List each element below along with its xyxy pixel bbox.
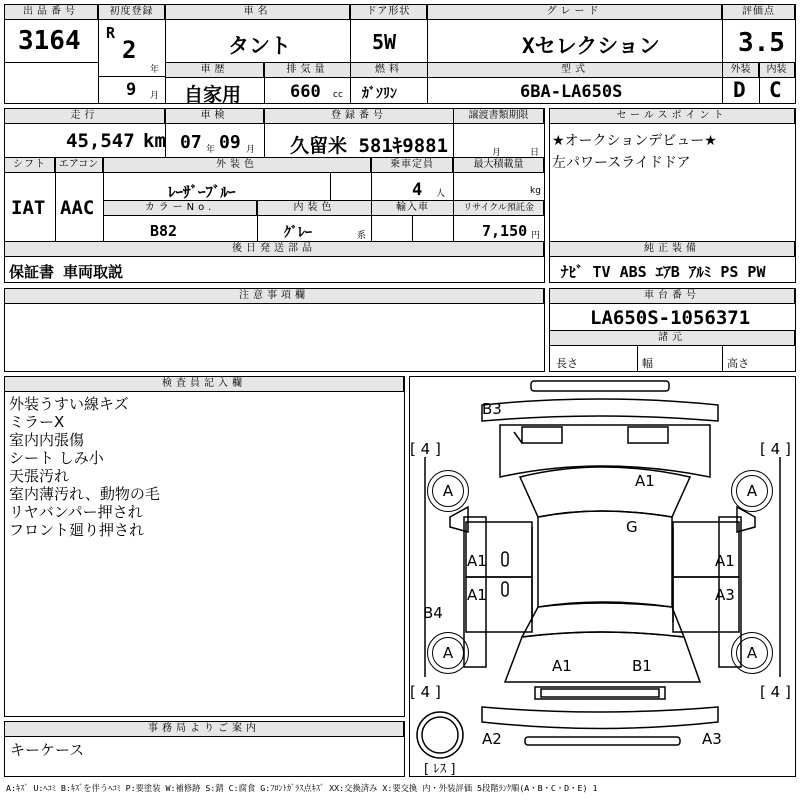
grade-value: Xセレクション <box>522 34 660 58</box>
car-name: タント <box>228 34 291 58</box>
equipment-value: ﾅﾋﾞ TV ABS ｴｱB ｱﾙﾐ PS PW <box>561 263 766 281</box>
ext-label: 外装 <box>723 63 759 78</box>
shift-value: IAT <box>11 197 46 219</box>
history-value: 自家用 <box>184 84 242 106</box>
model-value: 6BA-LA650S <box>520 82 623 102</box>
diagram-rear-door-r: A3 <box>715 586 735 604</box>
tire-fl <box>427 470 469 512</box>
color-value: ﾚｰｻﾞｰﾌﾞﾙｰ <box>168 183 236 201</box>
km-unit: km <box>143 130 166 152</box>
inspector-note-7: リヤバンパー押され <box>9 503 143 521</box>
reg-era: R <box>106 24 116 42</box>
reg-label: 初度登録 <box>99 5 165 20</box>
shift-label: シフト <box>5 158 55 173</box>
sales-line-1: ★オークションデビュー★ <box>552 133 717 149</box>
diagram-tread-fl: [ 4 ] <box>410 440 441 458</box>
equipment-label: 純正装備 <box>550 242 795 257</box>
interior-unit: 系 <box>357 231 367 241</box>
ext-grade: D <box>733 78 746 102</box>
displacement-label: 排気量 <box>265 63 351 78</box>
plate-label: 登録番号 <box>265 109 454 124</box>
int-label: 内装 <box>759 63 795 78</box>
diagram-b4: B4 <box>423 604 443 622</box>
mileage-value: 45,547 <box>66 130 135 152</box>
inspector-label: 検査員記入欄 <box>5 377 404 392</box>
caution-label: 注意事項欄 <box>5 289 544 304</box>
later-parts-value: 保証書 車両取説 <box>9 263 124 281</box>
door-type: 5W <box>372 30 397 54</box>
inspector-note-1: 外装うすい線キズ <box>9 395 129 413</box>
capacity-value: 4 <box>412 180 423 200</box>
insp-month: 09 <box>219 132 241 153</box>
diagram-roof: G <box>626 518 638 536</box>
inspection-label: 車検 <box>166 109 264 124</box>
lot-label: 出品番号 <box>5 5 98 20</box>
tire-rr-value: A <box>736 637 768 669</box>
lot-number: 3164 <box>18 26 81 56</box>
ac-label: エアコン <box>55 158 103 173</box>
car-diagram <box>410 377 795 776</box>
chassis-label: 車台番号 <box>550 289 795 304</box>
tire-fr-value: A <box>736 475 768 507</box>
car-diagram-block <box>409 376 796 777</box>
insp-year-unit: 年 <box>206 145 216 155</box>
tire-fr <box>731 470 773 512</box>
colorno-label: カラーNo. <box>104 201 257 216</box>
reg-month-unit: 月 <box>150 91 160 101</box>
diagram-rear-door-l: A1 <box>467 586 487 604</box>
transfer-day: 日 <box>530 148 540 158</box>
spec-height: 高さ <box>727 357 749 370</box>
diagram-b3: B3 <box>482 400 502 418</box>
later-parts-label: 後日発送部品 <box>5 242 544 257</box>
displacement-value: 660 <box>290 82 321 102</box>
load-unit: kg <box>530 186 541 196</box>
insp-year: 07 <box>180 132 202 153</box>
interior-value: ｸﾞﾚｰ <box>284 225 312 241</box>
spec-length: 長さ <box>556 357 578 370</box>
load-label: 最大積載量 <box>454 158 544 173</box>
spec-width: 幅 <box>642 357 653 370</box>
diagram-front-door-r: A1 <box>715 552 735 570</box>
mileage-label: 走行 <box>5 109 165 124</box>
legend-text: A:ｷｽﾞ U:ﾍｺﾐ B:ｷｽﾞを伴うﾍｺﾐ P:要塗装 W:補修跡 S:錆 C:腐食 G:ﾌﾛﾝﾄｶﾞﾗｽ点ｷｽﾞ XX:交換済み X:要交換 内・外装評価 5段階ﾗﾝｸ順(A・B・C・D・E) 1 <box>6 783 598 793</box>
import-label: 輸入車 <box>372 201 454 216</box>
recycle-label: リサイクル預託金 <box>454 201 544 216</box>
tire-fl-value: A <box>432 475 464 507</box>
reg-month: 9 <box>126 80 137 100</box>
diagram-bumper-l: A2 <box>482 730 502 748</box>
reg-year-unit: 年 <box>150 65 160 75</box>
chassis-number: LA650S-1056371 <box>590 307 751 329</box>
office-label: 事務局よりご案内 <box>5 722 404 737</box>
inspector-note-8: フロント廻り押され <box>9 521 145 539</box>
reg-year: 2 <box>122 36 137 64</box>
specs-label: 諸元 <box>550 331 795 346</box>
diagram-tread-rr: [ 4 ] <box>760 683 791 701</box>
diagram-trunk-l: A1 <box>552 657 572 675</box>
inspector-note-5: 天張汚れ <box>9 467 70 485</box>
tire-rl <box>427 632 469 674</box>
ac-value: AAC <box>60 197 95 219</box>
score-label: 評価点 <box>723 5 795 20</box>
diagram-spare: [ ﾚｽ ] <box>424 762 456 777</box>
diagram-tread-rl: [ 4 ] <box>410 683 441 701</box>
fuel-value: ｶﾞｿﾘﾝ <box>362 86 397 102</box>
diagram-trunk-r: B1 <box>632 657 652 675</box>
transfer-label: 譲渡書類期限 <box>454 109 544 124</box>
diagram-front-door-l: A1 <box>467 552 487 570</box>
tire-rr <box>731 632 773 674</box>
tread-rr-value: 4 <box>770 683 781 701</box>
model-label: 型式 <box>428 63 723 78</box>
inspector-note-3: 室内内張傷 <box>9 431 85 449</box>
inspector-note-4: シート しみ小 <box>9 449 104 467</box>
plate-value: 久留米 581ｷ9881 <box>290 135 449 157</box>
grade-label: グレード <box>428 5 722 20</box>
door-label: ドア形状 <box>351 5 427 20</box>
diagram-bumper-r: A3 <box>702 730 722 748</box>
history-label: 車歴 <box>166 63 264 78</box>
tread-fl-value: 4 <box>420 440 431 458</box>
tire-rl-value: A <box>432 637 464 669</box>
spare-value: ﾚｽ <box>433 762 447 777</box>
diagram-tread-fr: [ 4 ] <box>760 440 791 458</box>
inspector-note-2: ミラーX <box>9 413 65 431</box>
sales-point-label: セールスポイント <box>550 109 795 124</box>
car-name-label: 車名 <box>166 5 350 20</box>
colorno-value: B82 <box>150 222 178 240</box>
tread-rl-value: 4 <box>420 683 431 701</box>
insp-month-unit: 月 <box>246 145 256 155</box>
office-text: キーケース <box>10 741 85 759</box>
int-grade: C <box>769 78 782 102</box>
fuel-label: 燃料 <box>351 63 428 78</box>
color-label: 外装色 <box>104 158 371 173</box>
sales-line-2: 左パワースライドドア <box>552 155 691 171</box>
diagram-hood: A1 <box>635 472 655 490</box>
capacity-label: 乗車定員 <box>372 158 453 173</box>
inspector-note-6: 室内薄汚れ、動物の毛 <box>9 485 160 503</box>
cc-unit: cc <box>333 90 343 100</box>
recycle-unit: 円 <box>531 231 541 241</box>
capacity-unit: 人 <box>436 189 446 199</box>
interior-label: 内装色 <box>258 201 372 216</box>
score-value: 3.5 <box>738 28 785 58</box>
transfer-month: 月 <box>492 148 502 158</box>
tread-fr-value: 4 <box>770 440 781 458</box>
recycle-value: 7,150 <box>482 222 528 240</box>
